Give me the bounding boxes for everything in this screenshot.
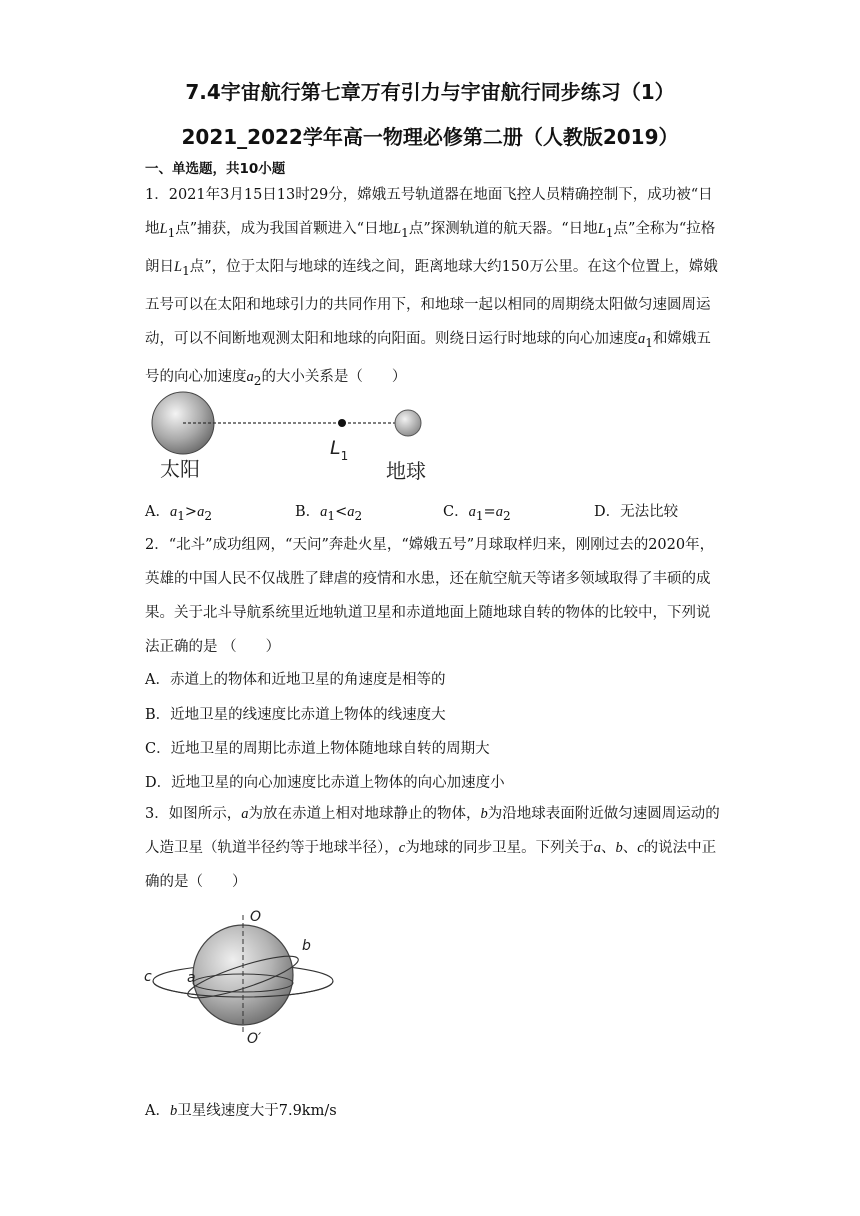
q1-option-a[interactable]: A．$a_1>a_2$	[145, 504, 213, 523]
q1-option-b[interactable]: B．$a_1<a_2$	[295, 504, 363, 523]
l1-point	[338, 419, 346, 427]
question-number: 2．	[145, 537, 169, 553]
q2-option-c[interactable]: C．近地卫星的周期比赤道上物体随地球自转的周期大	[145, 741, 490, 757]
q2-option-d[interactable]: D．近地卫星的向心加速度比赤道上物体的向心加速度小	[145, 775, 505, 791]
label-c: c	[144, 969, 152, 985]
q3-option-a[interactable]: A．b卫星线速度大于7.9km/s	[145, 1103, 337, 1119]
sun-label: 太阳	[160, 457, 200, 481]
section-heading: 一、单选题，共10小题	[145, 161, 286, 177]
question-3: 3．如图所示，a为放在赤道上相对地球静止的物体，b为沿地球表面附近做匀速圆周运动的人造卫星（轨道半径约等于地球半径），c为地球的同步卫星。下列关于a、b、c的说法中正确的是（ ）	[145, 806, 720, 890]
orbit-figure	[140, 905, 350, 1047]
q2-option-a[interactable]: A．赤道上的物体和近地卫星的角速度是相等的	[145, 672, 446, 688]
sun-earth-figure	[140, 384, 440, 490]
earth-sphere	[395, 410, 421, 436]
question-number: 1．	[145, 187, 169, 203]
title-line-2: 2021_2022学年高一物理必修第二册（人教版2019）	[181, 125, 679, 149]
question-2: 2．“北斗”成功组网，“天问”奔赴火星，“嫦娥五号”月球取样归来，刚刚过去的2020年，英雄的中国人民不仅战胜了肆虐的疫情和水患，还在航空航天等诸多领域取得了丰硕的成果。关于北斗导航系统里近地轨道卫星和赤道地面上随地球自转的物体的比较中，下列说法正确的是 （ ）	[145, 537, 715, 655]
label-b: b	[302, 938, 311, 954]
earth-label: 地球	[386, 459, 426, 483]
q1-option-c[interactable]: C．$a_1=a_2$	[443, 504, 511, 523]
l1-label: $L_1$	[330, 437, 349, 463]
axis-top-label: O	[250, 909, 262, 925]
question-1: 1．2021年3月15日13时29分，嫦娥五号轨道器在地面飞控人员精确控制下，成功被“日地$L_1$点”捕获，成为我国首颗进入“日地$L_1$点”探测轨道的航天器。“日地$L_1$点”全称为“拉格朗日$L_1$点”，位于太阳与地球的连线之间，距离地球大约150万公里。在这个位置上，嫦娥五号可以在太阳和地球引力的共同作用下，和地球一起以相同的周期绕太阳做匀速圆周运动，可以不间断地观测太阳和地球的向阳面。则绕日运行时地球的向心加速度$a_1$和嫦娥五号的向心加速度$a_2$的大小关系是（ ）	[145, 187, 718, 388]
title-line-1: 7.4宇宙航行第七章万有引力与宇宙航行同步练习（1）	[185, 80, 675, 104]
q1-option-d[interactable]: D．无法比较	[594, 504, 679, 520]
axis-bottom-label: O′	[247, 1031, 262, 1047]
label-a: a	[187, 970, 196, 986]
q2-option-b[interactable]: B．近地卫星的线速度比赤道上物体的线速度大	[145, 707, 446, 723]
question-number: 3．	[145, 806, 169, 822]
